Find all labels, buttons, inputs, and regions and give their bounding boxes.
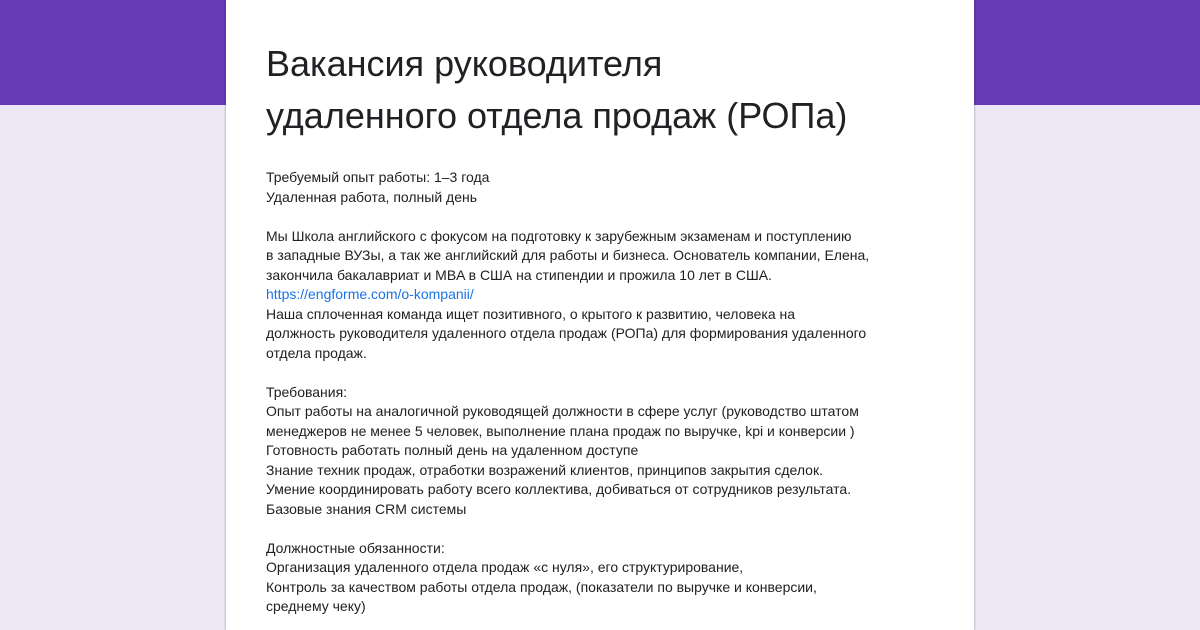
duty-line: Контроль за качеством работы отдела продаж, (показатели по выручке и конверсии,	[266, 578, 817, 595]
form-title-line: Вакансия руководителя	[266, 43, 663, 84]
requirement-line: Умение координировать работу всего коллектива, добиваться от сотрудников результата.	[266, 481, 852, 497]
requirement-line: Знание техник продаж, отработки возражений клиентов, принципов закрытия сделок.	[266, 461, 823, 478]
form-header-card	[226, 0, 974, 630]
about-line: закончила бакалавриат и MBA в США на стипендии и прожила 10 лет в США.	[266, 266, 773, 283]
about-line: в западные ВУЗы, а так же английский для работы и бизнеса. Основатель компании, Елена,	[266, 247, 870, 263]
company-link-line	[266, 285, 946, 305]
requirement-line: Опыт работы на аналогичной руководящей должности в сфере услуг (руководство штатом	[266, 403, 859, 419]
duty-line: среднему чеку)	[266, 598, 366, 614]
requirement-line: Готовность работать полный день на удаленном доступе	[266, 442, 639, 458]
schedule-text: Удаленная работа, полный день	[266, 188, 478, 205]
paragraph-gap	[266, 519, 946, 539]
requirement-line: Базовые знания CRM системы	[266, 500, 467, 517]
duty-line: Организация удаленного отдела продаж «с нуля», его структурирование,	[266, 559, 744, 575]
paragraph-gap	[266, 207, 946, 227]
form-description	[266, 168, 946, 617]
team-line: отдела продаж.	[266, 344, 367, 361]
about-line: Мы Школа английского с фокусом на подготовку к зарубежным экзаменам и поступлению	[266, 227, 852, 244]
experience-text: Требуемый опыт работы: 1–3 года	[266, 169, 490, 185]
paragraph-gap	[266, 363, 946, 383]
requirement-line: менеджеров не менее 5 человек, выполнение плана продаж по выручке, kpi и конверсии )	[266, 422, 855, 439]
form-title	[266, 38, 946, 142]
company-link[interactable]: https://engforme.com/o-kompanii/	[266, 286, 474, 302]
team-line: должность руководителя удаленного отдела продаж (РОПа) для формирования удаленного	[266, 325, 867, 341]
duties-heading: Должностные обязанности:	[266, 539, 445, 556]
requirements-heading: Требования:	[266, 383, 348, 400]
form-title-line: удаленного отдела продаж (РОПа)	[266, 95, 848, 136]
team-line: Наша сплоченная команда ищет позитивного, о крытого к развитию, человека на	[266, 305, 796, 322]
